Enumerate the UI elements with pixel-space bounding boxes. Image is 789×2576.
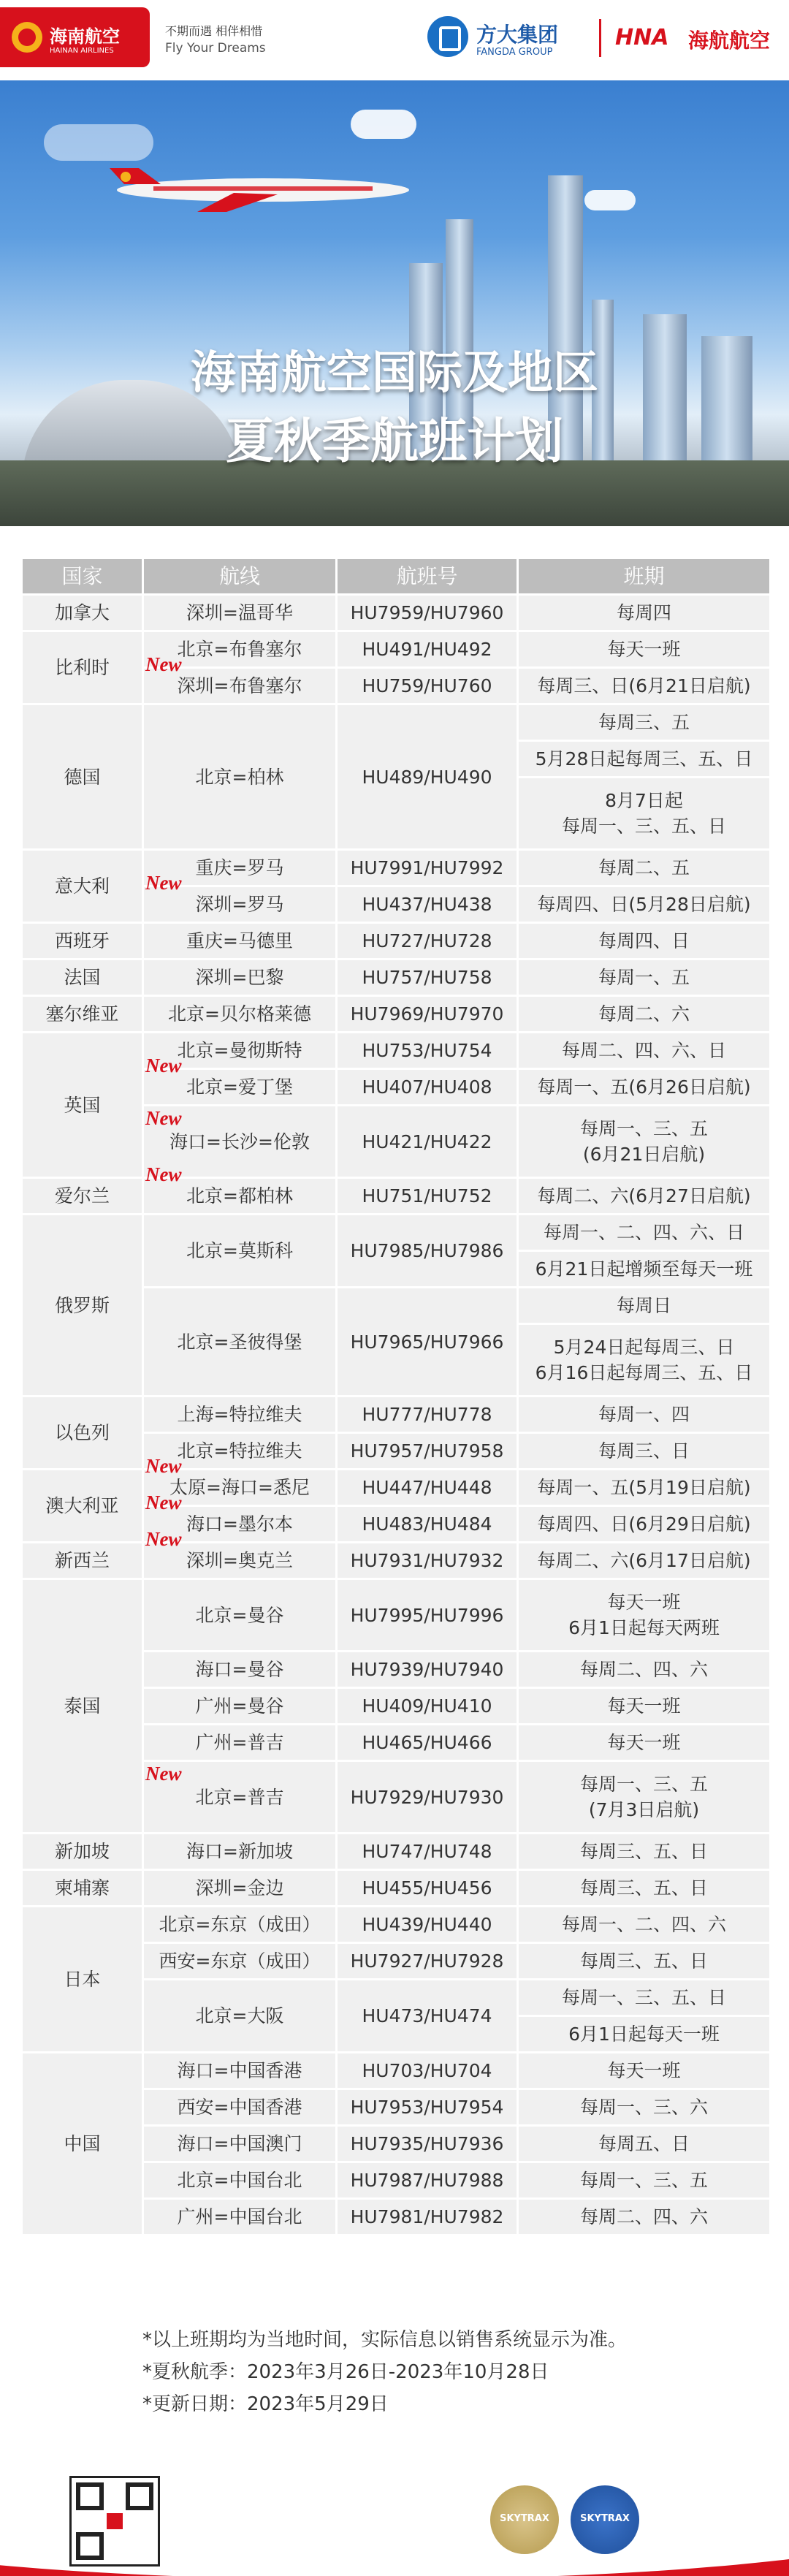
route-cell: 重庆=罗马 — [144, 851, 335, 885]
schedule-cell: 每周一、五(5月19日启航) — [519, 1470, 769, 1505]
flight-cell: HU751/HU752 — [338, 1179, 517, 1213]
hero-title-line2: 夏秋季航班计划 — [226, 413, 563, 469]
logo-text-en: HAINAN AIRLINES — [50, 47, 114, 55]
schedule-cell: 每周三、五、日 — [519, 1871, 769, 1905]
hainan-airlines-logo[interactable] — [0, 7, 150, 67]
schedule-cell: 每周一、五(6月26日启航) — [519, 1070, 769, 1104]
header-flight: 航班号 — [338, 559, 517, 593]
fangda-name-cn: 方大集团 — [476, 23, 559, 47]
schedule-cell: 每周三、日(6月21日启航) — [519, 669, 769, 703]
schedule-cell — [519, 1325, 769, 1395]
route-cell: 海口=中国澳门 — [144, 2127, 335, 2161]
new-badge: New — [145, 1528, 182, 1550]
slogan-cn: 不期而遇 相伴相惜 — [165, 24, 263, 38]
skytrax-rating-badge — [488, 2483, 561, 2556]
country-cell: 法国 — [23, 960, 142, 995]
route-cell: 北京=曼彻斯特 — [144, 1033, 335, 1068]
footnotes — [142, 2324, 627, 2420]
schedule-cell — [519, 778, 769, 848]
schedule-cell: 每周二、四、六、日 — [519, 1033, 769, 1068]
qr-code[interactable] — [69, 2476, 160, 2566]
route-cell: 北京=曼谷 — [144, 1580, 335, 1650]
route-cell: 海口=中国香港 — [144, 2053, 335, 2088]
hero-banner — [0, 80, 789, 526]
schedule-cell — [519, 1106, 769, 1177]
schedule-cell: 每周四、日(6月29日启航) — [519, 1507, 769, 1541]
hainan-bird-icon — [12, 22, 42, 53]
new-badge: New — [145, 1763, 182, 1785]
schedule-line: 6月16日起每周三、五、日 — [535, 1362, 753, 1383]
table-row — [23, 596, 769, 630]
route-cell: 海口=新加坡 — [144, 1834, 335, 1869]
country-cell: 澳大利亚 — [23, 1470, 142, 1541]
qr-center-logo — [107, 2513, 123, 2529]
table-row — [23, 1580, 769, 1650]
route-cell: 北京=莫斯科 — [144, 1215, 335, 1286]
fangda-logo-icon — [427, 16, 468, 57]
header — [0, 0, 789, 80]
route-cell: 上海=特拉维夫 — [144, 1397, 335, 1432]
route-text: 深圳=罗马 — [195, 894, 284, 915]
country-cell: 德国 — [23, 705, 142, 848]
route-cell: 北京=贝尔格莱德 — [144, 997, 335, 1031]
country-cell: 英国 — [23, 1033, 142, 1177]
route-cell: 广州=曼谷 — [144, 1689, 335, 1723]
table-header-row — [23, 559, 769, 593]
schedule-cell: 每周四、日(5月28日启航) — [519, 887, 769, 922]
schedule-line: 5月24日起每周三、日 — [553, 1337, 735, 1358]
footnote: *以上班期均为当地时间，实际信息以销售系统显示为准。 — [142, 2329, 628, 2351]
schedule-cell: 每周二、六(6月27日启航) — [519, 1179, 769, 1213]
flight-cell: HU409/HU410 — [338, 1689, 517, 1723]
schedule-line: 每周一、三、五 — [579, 1118, 708, 1139]
cloud — [44, 124, 153, 161]
route-cell: 北京=特拉维夫 — [144, 1434, 335, 1468]
country-cell: 新西兰 — [23, 1543, 142, 1578]
table-row — [23, 960, 769, 995]
table-row — [23, 1470, 769, 1505]
badge-text: SKYTRAX — [500, 2513, 549, 2524]
schedule-cell: 每周二、四、六 — [519, 1652, 769, 1687]
airplane-icon — [110, 168, 416, 212]
route-cell: 北京=大阪 — [144, 1980, 335, 2051]
flight-cell: HU455/HU456 — [338, 1871, 517, 1905]
header-route: 航线 — [144, 559, 335, 593]
flight-cell: HU407/HU408 — [338, 1070, 517, 1104]
schedule-cell: 每周一、五 — [519, 960, 769, 995]
qr-finder — [76, 2482, 104, 2510]
schedule-cell: 每周一、二、四、六 — [519, 1907, 769, 1942]
country-cell: 塞尔维亚 — [23, 997, 142, 1031]
schedule-cell: 每周三、五、日 — [519, 1834, 769, 1869]
country-cell: 新加坡 — [23, 1834, 142, 1869]
flight-cell: HU491/HU492 — [338, 632, 517, 666]
schedule-cell: 每周四、日 — [519, 924, 769, 958]
schedule-cell: 每周二、六 — [519, 997, 769, 1031]
route-cell — [144, 1055, 335, 1104]
flight-cell: HU753/HU754 — [338, 1033, 517, 1068]
weibo-text: @海南航空 — [169, 2534, 246, 2552]
schedule-line: 每天一班 — [607, 1592, 681, 1613]
cloud — [584, 190, 636, 210]
schedule-cell: 6月1日起每天一班 — [519, 2017, 769, 2051]
flight-cell: HU483/HU484 — [338, 1507, 517, 1541]
route-text: 深圳=奥克兰 — [186, 1550, 293, 1571]
table-row — [23, 2053, 769, 2088]
flight-schedule-table — [20, 557, 771, 2236]
footnote: *夏秋航季：2023年3月26日-2023年10月28日 — [142, 2361, 549, 2383]
route-cell: 深圳=金边 — [144, 1871, 335, 1905]
schedule-cell: 每天一班 — [519, 1689, 769, 1723]
route-cell: 北京=柏林 — [144, 705, 335, 848]
table-row — [23, 1834, 769, 1869]
route-cell: 深圳=巴黎 — [144, 960, 335, 995]
flight-cell: HU7953/HU7954 — [338, 2090, 517, 2124]
new-badge: New — [145, 872, 182, 894]
fangda-name-en: FANGDA GROUP — [476, 47, 553, 58]
country-cell: 爱尔兰 — [23, 1179, 142, 1213]
flight-cell: HU7939/HU7940 — [338, 1652, 517, 1687]
schedule-cell — [519, 1762, 769, 1832]
country-cell: 比利时 — [23, 632, 142, 703]
new-badge: New — [145, 1055, 182, 1076]
country-cell: 中国 — [23, 2053, 142, 2234]
hna-logo-text: HNA — [615, 25, 669, 50]
schedule-cell: 每周三、五、日 — [519, 1944, 769, 1978]
schedule-cell: 每天一班 — [519, 1725, 769, 1760]
slogan-en: Fly Your Dreams — [165, 41, 266, 56]
route-cell: 广州=中国台北 — [144, 2200, 335, 2234]
schedule-cell: 5月28日起每周三、五、日 — [519, 742, 769, 776]
flight-cell: HU489/HU490 — [338, 705, 517, 848]
hero-title-line1: 海南航空国际及地区 — [190, 346, 598, 399]
flight-cell: HU7927/HU7928 — [338, 1944, 517, 1978]
qr-finder — [76, 2532, 104, 2560]
flight-cell: HU421/HU422 — [338, 1106, 517, 1177]
country-cell: 以色列 — [23, 1397, 142, 1468]
flight-cell: HU437/HU438 — [338, 887, 517, 922]
route-cell — [144, 1163, 335, 1213]
table-row — [23, 851, 769, 885]
schedule-cell: 每周二、四、六 — [519, 2200, 769, 2234]
flight-cell: HU7969/HU7970 — [338, 997, 517, 1031]
route-text: 海口=墨尔本 — [186, 1513, 293, 1535]
table-row — [23, 924, 769, 958]
table-row — [23, 1033, 769, 1068]
table-row — [23, 1215, 769, 1250]
schedule-line: 8月7日起 — [605, 790, 683, 811]
schedule-line: 每周一、三、五、日 — [561, 816, 726, 837]
hna-logo-text-cn: 海航航空 — [688, 29, 771, 53]
route-text: 北京=普吉 — [195, 1786, 284, 1808]
header-schedule: 班期 — [519, 559, 769, 593]
skytrax-covid-badge — [568, 2483, 641, 2556]
route-cell: 广州=普吉 — [144, 1725, 335, 1760]
schedule-cell: 每周二、六(6月17日启航) — [519, 1543, 769, 1578]
flight-cell: HU703/HU704 — [338, 2053, 517, 2088]
route-text: 北京=都柏林 — [186, 1185, 293, 1207]
schedule-cell: 每周二、五 — [519, 851, 769, 885]
table-row — [23, 1871, 769, 1905]
flight-cell: HU7987/HU7988 — [338, 2163, 517, 2197]
header-country: 国家 — [23, 559, 142, 593]
flight-cell: HU7929/HU7930 — [338, 1762, 517, 1832]
country-cell: 泰国 — [23, 1580, 142, 1832]
country-cell: 俄罗斯 — [23, 1215, 142, 1395]
route-cell: 西安=东京（成田） — [144, 1944, 335, 1978]
schedule-cell: 每周一、三、五 — [519, 2163, 769, 2197]
route-cell — [144, 653, 335, 703]
country-cell: 柬埔寨 — [23, 1871, 142, 1905]
weibo-account[interactable] — [169, 2531, 246, 2553]
schedule-cell: 每周日 — [519, 1288, 769, 1323]
route-cell — [144, 1762, 335, 1832]
route-cell: 重庆=马德里 — [144, 924, 335, 958]
flight-cell: HU7935/HU7936 — [338, 2127, 517, 2161]
phone-icon: ✆ — [169, 2509, 183, 2527]
flight-cell: HU7959/HU7960 — [338, 596, 517, 630]
schedule-line: (7月3日启航) — [588, 1799, 700, 1820]
route-cell: 北京=布鲁塞尔 — [144, 632, 335, 666]
table-row — [23, 632, 769, 666]
route-text: 海口=长沙=伦敦 — [169, 1131, 310, 1152]
phone-text: 95339 — [182, 2509, 232, 2527]
schedule-cell: 6月21日起增频至每天一班 — [519, 1252, 769, 1286]
qr-finder — [126, 2482, 153, 2510]
schedule-cell: 每周一、二、四、六、日 — [519, 1215, 769, 1250]
schedule-line: 每周一、三、五 — [579, 1774, 708, 1795]
badge-text: SKYTRAX — [580, 2513, 630, 2524]
flight-cell: HU7931/HU7932 — [338, 1543, 517, 1578]
flight-cell: HU7985/HU7986 — [338, 1215, 517, 1286]
table-row — [23, 997, 769, 1031]
schedule-cell — [519, 1580, 769, 1650]
new-badge: New — [145, 1455, 182, 1477]
flight-cell: HU465/HU466 — [338, 1725, 517, 1760]
route-cell: 海口=曼谷 — [144, 1652, 335, 1687]
phone-number[interactable] — [169, 2509, 231, 2527]
table-row — [23, 1907, 769, 1942]
schedule-cell: 每周一、四 — [519, 1397, 769, 1432]
country-cell: 加拿大 — [23, 596, 142, 630]
new-badge: New — [145, 1163, 182, 1185]
flight-cell: HU759/HU760 — [338, 669, 517, 703]
schedule-cell: 每周三、日 — [519, 1434, 769, 1468]
country-cell: 日本 — [23, 1907, 142, 2051]
route-cell: 北京=中国台北 — [144, 2163, 335, 2197]
table-row — [23, 1543, 769, 1578]
header-divider — [599, 19, 601, 57]
route-cell: 北京=圣彼得堡 — [144, 1288, 335, 1395]
new-badge: New — [145, 653, 182, 675]
schedule-cell: 每周一、三、五、日 — [519, 1980, 769, 2015]
route-text: 太原=海口=悉尼 — [169, 1477, 310, 1498]
new-badge: New — [145, 1492, 182, 1513]
flight-cell: HU757/HU758 — [338, 960, 517, 995]
schedule-line: (6月21日启航) — [582, 1144, 706, 1165]
route-text: 北京=爱丁堡 — [186, 1076, 293, 1098]
schedule-cell: 每天一班 — [519, 2053, 769, 2088]
website-link[interactable]: www.hnair.com — [169, 2485, 286, 2502]
flight-cell: HU7965/HU7966 — [338, 1288, 517, 1395]
route-cell: 深圳=温哥华 — [144, 596, 335, 630]
route-cell: 西安=中国香港 — [144, 2090, 335, 2124]
route-cell — [144, 872, 335, 922]
logo-text-cn: 海南航空 — [50, 26, 120, 47]
schedule-cell: 每周四 — [519, 596, 769, 630]
table-row — [23, 1179, 769, 1213]
schedule-cell: 每周一、三、六 — [519, 2090, 769, 2124]
cloud — [351, 110, 416, 139]
flight-cell: HU7991/HU7992 — [338, 851, 517, 885]
footnote: *更新日期：2023年5月29日 — [142, 2393, 389, 2415]
flight-cell: HU439/HU440 — [338, 1907, 517, 1942]
schedule-cell: 每周三、五 — [519, 705, 769, 740]
flight-cell: HU727/HU728 — [338, 924, 517, 958]
schedule-cell: 每周五、日 — [519, 2127, 769, 2161]
schedule-line: 6月1日起每天两班 — [568, 1617, 720, 1638]
flight-cell: HU777/HU778 — [338, 1397, 517, 1432]
route-cell: 北京=东京（成田） — [144, 1907, 335, 1942]
flight-cell: HU473/HU474 — [338, 1980, 517, 2051]
flight-cell: HU747/HU748 — [338, 1834, 517, 1869]
flight-cell: HU7995/HU7996 — [338, 1580, 517, 1650]
table-row — [23, 705, 769, 740]
new-badge: New — [145, 1107, 182, 1129]
flight-cell: HU447/HU448 — [338, 1470, 517, 1505]
country-cell: 西班牙 — [23, 924, 142, 958]
country-cell: 意大利 — [23, 851, 142, 922]
table-row — [23, 1397, 769, 1432]
flight-cell: HU7957/HU7958 — [338, 1434, 517, 1468]
route-cell — [144, 1528, 335, 1578]
flight-cell: HU7981/HU7982 — [338, 2200, 517, 2234]
route-text: 深圳=布鲁塞尔 — [177, 675, 302, 696]
schedule-cell: 每天一班 — [519, 632, 769, 666]
